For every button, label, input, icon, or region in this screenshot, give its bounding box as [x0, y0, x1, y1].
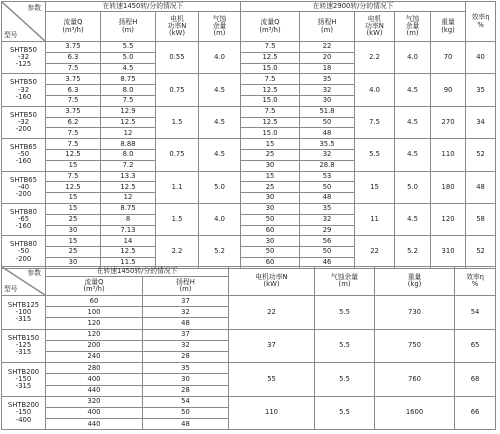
- header-npsh-1450: 气蚀 余量 (m): [199, 12, 241, 42]
- flow-2900-cell: 15.0: [241, 128, 300, 139]
- power-1450-cell: 0.55: [156, 42, 199, 74]
- header-head: 扬程H (m): [143, 277, 229, 296]
- efficiency-cell: 48: [466, 171, 496, 203]
- flow-2900-cell: 25: [241, 149, 300, 160]
- flow-2900-cell: 25: [241, 182, 300, 193]
- npsh-2900-cell: 5.0: [395, 171, 431, 203]
- head-2900-cell: 20: [300, 52, 355, 63]
- head-1450-cell: 5.5: [101, 42, 156, 53]
- head-1450-cell: 8.0: [101, 85, 156, 96]
- npsh-cell: 5.5: [315, 396, 375, 430]
- head-1450-cell: 5.0: [101, 52, 156, 63]
- npsh-1450-cell: 4.5: [199, 106, 241, 138]
- head-1450-cell: 12: [101, 128, 156, 139]
- weight-cell: 730: [375, 296, 455, 330]
- npsh-cell: 5.5: [315, 296, 375, 330]
- spec-table-large-body: [2, 296, 496, 430]
- flow-cell: 100: [46, 307, 143, 318]
- model-cell: SHTB50 -32 -160: [2, 74, 46, 106]
- head-2900-cell: 35: [300, 203, 355, 214]
- head-1450-cell: 13.3: [101, 171, 156, 182]
- power-1450-cell: 1.5: [156, 106, 199, 138]
- head-2900-cell: 50: [300, 247, 355, 258]
- header-speed-2900: 在转速2900转/分的情况下: [241, 2, 466, 12]
- efficiency-cell: 58: [466, 203, 496, 235]
- weight-cell: 70: [431, 42, 466, 74]
- power-2900-cell: 4.0: [355, 74, 395, 106]
- weight-cell: 750: [375, 329, 455, 363]
- head-cell: 48: [143, 318, 229, 329]
- header-diagonal-cell: [2, 267, 46, 296]
- flow-2900-cell: 7.5: [241, 106, 300, 117]
- npsh-2900-cell: 4.5: [395, 203, 431, 235]
- flow-2900-cell: 30: [241, 203, 300, 214]
- weight-cell: 120: [431, 203, 466, 235]
- head-1450-cell: 8.88: [101, 139, 156, 150]
- head-2900-cell: 48: [300, 193, 355, 204]
- model-cell: SHTB50 -32 -125: [2, 42, 46, 74]
- power-2900-cell: 7.5: [355, 106, 395, 138]
- head-cell: 32: [143, 307, 229, 318]
- head-cell: 37: [143, 329, 229, 340]
- flow-2900-cell: 15: [241, 171, 300, 182]
- power-1450-cell: 2.2: [156, 236, 199, 268]
- head-cell: 30: [143, 374, 229, 385]
- npsh-1450-cell: 4.5: [199, 74, 241, 106]
- flow-2900-cell: 7.5: [241, 42, 300, 53]
- power-1450-cell: 1.5: [156, 203, 199, 235]
- weight-cell: 1600: [375, 396, 455, 430]
- efficiency-cell: 54: [455, 296, 496, 330]
- head-1450-cell: 8.0: [101, 149, 156, 160]
- flow-1450-cell: 7.5: [46, 139, 101, 150]
- model-cell: SHTB80 -50 -200: [2, 236, 46, 268]
- npsh-2900-cell: 4.5: [395, 106, 431, 138]
- flow-1450-cell: 30: [46, 225, 101, 236]
- head-cell: 50: [143, 407, 229, 418]
- model-cell: SHTB65 -50 -160: [2, 139, 46, 171]
- head-1450-cell: 4.5: [101, 63, 156, 74]
- head-1450-cell: 11.5: [101, 257, 156, 268]
- flow-2900-cell: 15.0: [241, 63, 300, 74]
- flow-cell: 400: [46, 374, 143, 385]
- npsh-2900-cell: 4.5: [395, 74, 431, 106]
- head-2900-cell: 18: [300, 63, 355, 74]
- flow-2900-cell: 12.5: [241, 85, 300, 96]
- head-1450-cell: 8.75: [101, 203, 156, 214]
- header-flow-1450: 流量Q (m³/h): [46, 12, 101, 42]
- npsh-cell: 5.5: [315, 363, 375, 397]
- efficiency-cell: 66: [455, 396, 496, 430]
- flow-2900-cell: 50: [241, 247, 300, 258]
- flow-1450-cell: 12.5: [46, 182, 101, 193]
- head-cell: 48: [143, 419, 229, 430]
- head-2900-cell: 32: [300, 214, 355, 225]
- head-2900-cell: 51.8: [300, 106, 355, 117]
- header-model-label: 型号: [4, 284, 18, 293]
- head-1450-cell: 12.9: [101, 106, 156, 117]
- head-2900-cell: 35: [300, 74, 355, 85]
- table-row: [2, 203, 496, 214]
- head-1450-cell: 14: [101, 236, 156, 247]
- header-flow: 流量Q (m³/h): [46, 277, 143, 296]
- head-1450-cell: 7.2: [101, 160, 156, 171]
- flow-2900-cell: 12.5: [241, 52, 300, 63]
- model-cell: SHTB80 -65 -160: [2, 203, 46, 235]
- flow-cell: 400: [46, 407, 143, 418]
- model-cell: SHTB200 -150 -400: [2, 396, 46, 430]
- header-param-label: 参数: [27, 4, 41, 12]
- power-cell: 22: [229, 296, 315, 330]
- flow-1450-cell: 7.5: [46, 128, 101, 139]
- table-row: [2, 363, 496, 374]
- efficiency-cell: 35: [466, 74, 496, 106]
- power-2900-cell: 5.5: [355, 139, 395, 171]
- power-2900-cell: 15: [355, 171, 395, 203]
- header-head-1450: 扬程H (m): [101, 12, 156, 42]
- model-cell: SHTB200 -150 -315: [2, 363, 46, 397]
- head-1450-cell: 7.5: [101, 95, 156, 106]
- flow-2900-cell: 12.5: [241, 117, 300, 128]
- model-cell: SHTB50 -32 -200: [2, 106, 46, 138]
- header-efficiency: 效率η %: [455, 267, 496, 296]
- flow-2900-cell: 7.5: [241, 74, 300, 85]
- head-2900-cell: 56: [300, 236, 355, 247]
- header-power: 电机功率N (kW): [229, 267, 315, 296]
- flow-2900-cell: 30: [241, 236, 300, 247]
- table-row: [2, 396, 496, 407]
- weight-cell: 760: [375, 363, 455, 397]
- weight-cell: 310: [431, 236, 466, 268]
- header-head-2900: 扬程H (m): [300, 12, 355, 42]
- head-1450-cell: 8.75: [101, 74, 156, 85]
- efficiency-cell: 40: [466, 42, 496, 74]
- npsh-1450-cell: 4.5: [199, 139, 241, 171]
- flow-1450-cell: 7.5: [46, 171, 101, 182]
- table-row: [2, 329, 496, 340]
- spec-table-small-pumps: [1, 1, 496, 269]
- power-cell: 55: [229, 363, 315, 397]
- head-2900-cell: 46: [300, 257, 355, 268]
- flow-cell: 320: [46, 396, 143, 407]
- flow-2900-cell: 30: [241, 193, 300, 204]
- flow-2900-cell: 60: [241, 257, 300, 268]
- weight-cell: 180: [431, 171, 466, 203]
- model-cell: SHTB125 -100 -315: [2, 296, 46, 330]
- flow-1450-cell: 3.75: [46, 42, 101, 53]
- header-weight: 重量 (kg): [431, 12, 466, 42]
- flow-cell: 440: [46, 419, 143, 430]
- flow-1450-cell: 25: [46, 214, 101, 225]
- header-efficiency: 效率η %: [466, 2, 496, 42]
- power-cell: 37: [229, 329, 315, 363]
- head-2900-cell: 28.8: [300, 160, 355, 171]
- head-2900-cell: 30: [300, 95, 355, 106]
- flow-1450-cell: 12.5: [46, 149, 101, 160]
- flow-2900-cell: 30: [241, 160, 300, 171]
- head-2900-cell: 53: [300, 171, 355, 182]
- efficiency-cell: 34: [466, 106, 496, 138]
- head-cell: 54: [143, 396, 229, 407]
- head-1450-cell: 7.13: [101, 225, 156, 236]
- weight-cell: 110: [431, 139, 466, 171]
- header-npsh: 气蚀余量 (m): [315, 267, 375, 296]
- flow-2900-cell: 50: [241, 214, 300, 225]
- head-cell: 37: [143, 296, 229, 307]
- table-row: [2, 171, 496, 182]
- power-cell: 110: [229, 396, 315, 430]
- flow-1450-cell: 25: [46, 247, 101, 258]
- header-power-1450: 电机 功率N (kW): [156, 12, 199, 42]
- flow-2900-cell: 60: [241, 225, 300, 236]
- head-2900-cell: 32: [300, 85, 355, 96]
- npsh-1450-cell: 4.0: [199, 42, 241, 74]
- header-speed-1450: 在转速1450转/分的情况下: [46, 267, 229, 277]
- npsh-1450-cell: 5.0: [199, 171, 241, 203]
- spec-table-small-body: [2, 42, 496, 269]
- header-flow-2900: 流量Q (m³/h): [241, 12, 300, 42]
- head-1450-cell: 12.5: [101, 117, 156, 128]
- table-row: [2, 236, 496, 247]
- header-power-2900: 电机 功率N (kW): [355, 12, 395, 42]
- power-1450-cell: 0.75: [156, 74, 199, 106]
- flow-cell: 60: [46, 296, 143, 307]
- flow-1450-cell: 30: [46, 257, 101, 268]
- head-2900-cell: 50: [300, 117, 355, 128]
- header-param-label: 参数: [27, 269, 41, 277]
- flow-1450-cell: 7.5: [46, 95, 101, 106]
- header-model-label: 型号: [4, 30, 18, 39]
- npsh-2900-cell: 4.0: [395, 42, 431, 74]
- flow-2900-cell: 15: [241, 139, 300, 150]
- efficiency-cell: 68: [455, 363, 496, 397]
- power-2900-cell: 22: [355, 236, 395, 268]
- head-2900-cell: 32: [300, 149, 355, 160]
- model-cell: SHTB150 -125 -315: [2, 329, 46, 363]
- flow-cell: 200: [46, 340, 143, 351]
- head-2900-cell: 22: [300, 42, 355, 53]
- head-1450-cell: 12.5: [101, 247, 156, 258]
- head-2900-cell: 29: [300, 225, 355, 236]
- flow-1450-cell: 15: [46, 236, 101, 247]
- flow-1450-cell: 6.3: [46, 52, 101, 63]
- flow-1450-cell: 15: [46, 193, 101, 204]
- flow-1450-cell: 3.75: [46, 74, 101, 85]
- flow-cell: 440: [46, 385, 143, 396]
- efficiency-cell: 52: [466, 139, 496, 171]
- flow-1450-cell: 6.3: [46, 85, 101, 96]
- header-weight: 重量 (kg): [375, 267, 455, 296]
- npsh-1450-cell: 4.0: [199, 203, 241, 235]
- npsh-cell: 5.5: [315, 329, 375, 363]
- head-cell: 35: [143, 363, 229, 374]
- efficiency-cell: 65: [455, 329, 496, 363]
- npsh-2900-cell: 4.5: [395, 139, 431, 171]
- table-row: [2, 42, 496, 53]
- table-row: [2, 139, 496, 150]
- head-cell: 28: [143, 385, 229, 396]
- head-2900-cell: 35.5: [300, 139, 355, 150]
- power-2900-cell: 11: [355, 203, 395, 235]
- npsh-2900-cell: 5.2: [395, 236, 431, 268]
- header-speed-1450: 在转速1450转/分的情况下: [46, 2, 241, 12]
- flow-cell: 120: [46, 318, 143, 329]
- header-diagonal-cell: [2, 2, 46, 42]
- weight-cell: 90: [431, 74, 466, 106]
- head-2900-cell: 50: [300, 182, 355, 193]
- flow-cell: 280: [46, 363, 143, 374]
- power-1450-cell: 1.1: [156, 171, 199, 203]
- model-cell: SHTB65 -40 -200: [2, 171, 46, 203]
- head-cell: 28: [143, 351, 229, 362]
- efficiency-cell: 52: [466, 236, 496, 268]
- power-1450-cell: 0.75: [156, 139, 199, 171]
- spec-table-large-pumps: [1, 266, 496, 430]
- flow-1450-cell: 6.2: [46, 117, 101, 128]
- flow-1450-cell: 3.75: [46, 106, 101, 117]
- head-cell: 32: [143, 340, 229, 351]
- flow-2900-cell: 15.0: [241, 95, 300, 106]
- flow-1450-cell: 15: [46, 203, 101, 214]
- head-2900-cell: 48: [300, 128, 355, 139]
- head-1450-cell: 8: [101, 214, 156, 225]
- head-1450-cell: 12: [101, 193, 156, 204]
- power-2900-cell: 2.2: [355, 42, 395, 74]
- flow-1450-cell: 7.5: [46, 63, 101, 74]
- header-npsh-2900: 气蚀 余量 (m): [395, 12, 431, 42]
- weight-cell: 270: [431, 106, 466, 138]
- flow-cell: 120: [46, 329, 143, 340]
- head-1450-cell: 12.5: [101, 182, 156, 193]
- flow-cell: 240: [46, 351, 143, 362]
- table-row: [2, 296, 496, 307]
- flow-1450-cell: 15: [46, 160, 101, 171]
- table-row: [2, 106, 496, 117]
- table-row: [2, 74, 496, 85]
- npsh-1450-cell: 5.2: [199, 236, 241, 268]
